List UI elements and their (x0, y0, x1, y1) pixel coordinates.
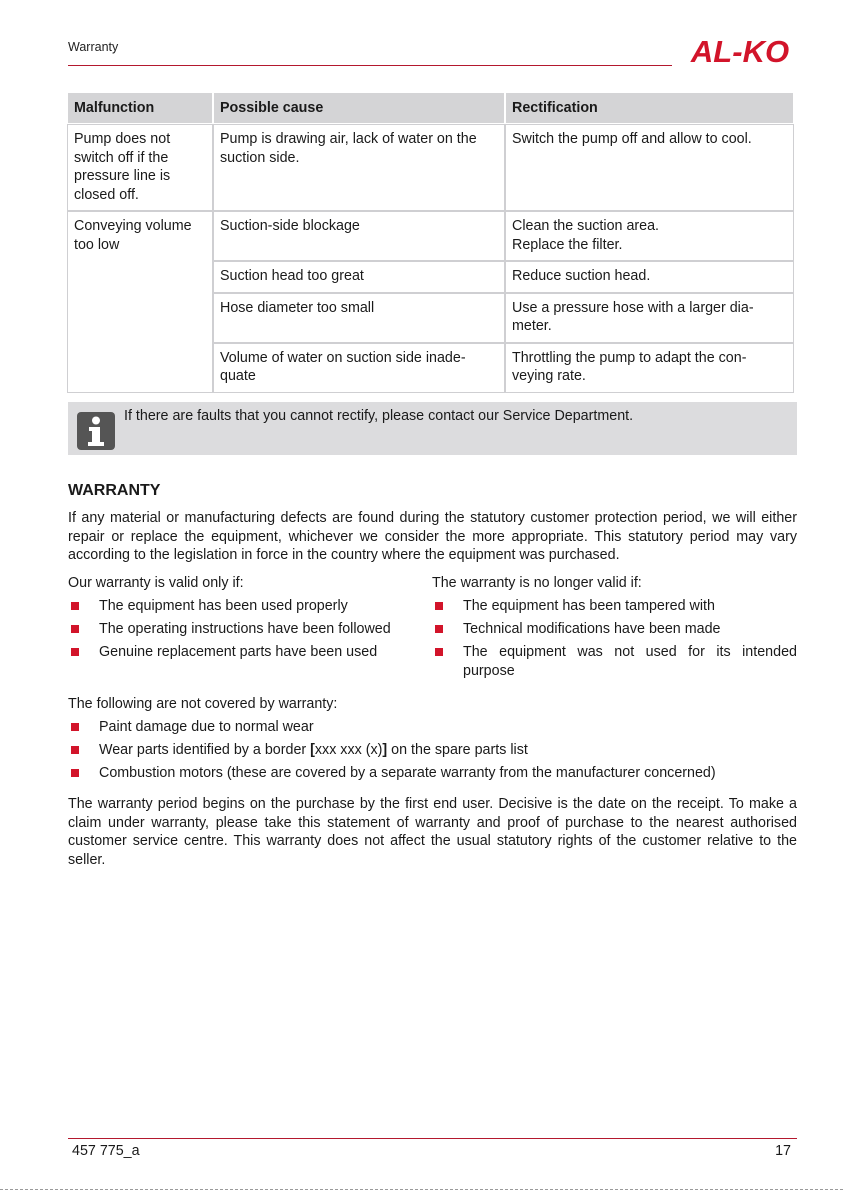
list-item: The equipment has been tampered with (432, 597, 797, 616)
list-item (68, 741, 797, 760)
table-header-row (68, 93, 793, 123)
list-item: The equipment was not used for its intended purpose (432, 643, 797, 680)
malfunction-cell: Conveying volume too low (68, 212, 212, 392)
list-item: Genuine replacement parts have been used (68, 643, 430, 662)
info-note (68, 402, 797, 455)
footer-rule (68, 1138, 797, 1139)
header-possible-cause: Possible cause (214, 93, 504, 123)
not-covered (68, 695, 797, 783)
fix-cell: Switch the pump off and allow to cool. (506, 125, 793, 210)
cause-cell: Volume of water on suction side inade-quate (214, 344, 504, 392)
part-code: xxx xxx (x) (314, 742, 383, 758)
bracket-close: ] (382, 742, 388, 758)
list-item: The equipment has been used properly (68, 597, 430, 616)
not-covered-heading: The following are not covered by warranty: (68, 696, 338, 712)
warranty-intro: If any material or manufacturing defects are found during the statutory customer protection period, we will either repair or replace the equipment, whichever we consider the more appropriate. This statutory period may vary according to the legislation in force in the country where the equipment was purchased. (68, 510, 797, 563)
page-number: 17 (775, 1143, 791, 1159)
valid-heading: Our warranty is valid only if: (68, 575, 244, 591)
fix-line: Clean the suction area. (512, 218, 660, 234)
logo-text: AL-KO (690, 36, 790, 66)
note-text: If there are faults that you cannot rectify, please contact our Service Department. (124, 408, 634, 424)
header-malfunction: Malfunction (68, 93, 212, 123)
info-icon (77, 412, 115, 450)
cause-cell: Pump is drawing air, lack of water on the suction side. (214, 125, 504, 210)
invalid-heading: The warranty is no longer valid if: (432, 575, 642, 591)
warranty-closing: The warranty period begins on the purchase by the first end user. Decisive is the date on the receipt. To make a claim under warranty, please take this statement of warranty and proof of purchase to the nearest authorised customer service centre. This warranty does not affect the usual statutory rights of the customer relative to the seller. (68, 796, 797, 868)
malfunction-cell: Pump does not switch off if the pressure line is closed off. (68, 125, 212, 210)
list-item: Paint damage due to normal wear (68, 718, 797, 737)
section-label: Warranty (68, 40, 119, 54)
cause-cell: Hose diameter too small (214, 294, 504, 342)
warranty-title: WARRANTY (68, 482, 161, 499)
bracket-open: [ (310, 742, 315, 758)
valid-list (68, 597, 430, 662)
invalid-conditions (432, 574, 797, 680)
fix-line: Replace the filter. (512, 236, 623, 253)
valid-conditions (68, 574, 430, 662)
cause-cell: Suction head too great (214, 262, 504, 292)
table-row (68, 212, 793, 260)
alko-logo (683, 36, 798, 66)
cause-cell: Suction-side blockage (214, 212, 504, 260)
invalid-list (432, 597, 797, 680)
fix-cell: Throttling the pump to adapt the con-veying rate. (506, 344, 793, 392)
table-row (68, 125, 793, 210)
troubleshooting-table (66, 91, 795, 394)
fix-cell: Reduce suction head. (506, 262, 793, 292)
list-item: Technical modifications have been made (432, 620, 797, 639)
header-rectification: Rectification (506, 93, 793, 123)
not-covered-list (68, 718, 797, 783)
item-text: on the spare parts list (387, 742, 528, 758)
list-item: Combustion motors (these are covered by a separate warranty from the manufacturer concerned) (68, 764, 797, 783)
doc-number: 457 775_a (72, 1143, 140, 1159)
page-edge-line (0, 1189, 843, 1190)
item-text: Wear parts identified by a border (99, 742, 311, 758)
fix-cell: Use a pressure hose with a larger dia-meter. (506, 294, 793, 342)
fix-cell (506, 212, 793, 260)
header-rule (68, 65, 672, 66)
list-item: The operating instructions have been followed (68, 620, 430, 639)
